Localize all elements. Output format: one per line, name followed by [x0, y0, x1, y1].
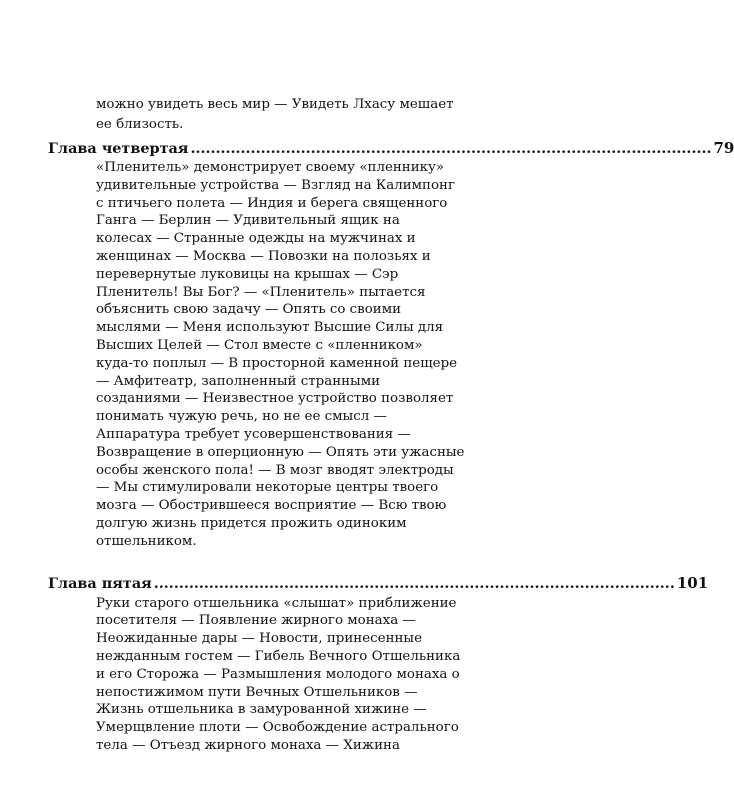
chapter-5-line: Умерщвление плоти — Освобождение астрального [96, 720, 459, 736]
chapter-4-line: — Амфитеатр, заполненный странными [96, 373, 381, 389]
chapter-4-line: Пленитель! Вы Бог? — «Пленитель» пытается [96, 284, 426, 300]
chapter-4-line: долгую жизнь придется прожить одиноким [96, 516, 407, 531]
chapter-4-line: колесах — Странные одежды на мужчинах и [96, 231, 416, 247]
chapter-5-line: Жизнь отшельника в замурованной хижине — [96, 702, 427, 718]
chapter-4-line: Аппаратура требует усовершенствования — [96, 427, 411, 442]
chapter-5-line: Руки старого отшельника «слышат» приближение [96, 595, 457, 611]
chapter-4-line: мозга — Обострившееся восприятие — Всю твою [96, 498, 447, 514]
chapter-4-line: удивительные устройства — Взгляд на Калимпонг [96, 177, 455, 193]
chapter-4-line: Высших Целей — Стол вместе с «пленником» [96, 338, 423, 353]
chapter-5-leader-dots: ........................................................................................................ [153, 574, 675, 592]
chapter-4-title: Глава четвертая [48, 140, 189, 157]
chapter-5-line: посетителя — Появление жирного монаха — [96, 613, 416, 629]
intro-line: ее близость. [96, 117, 184, 132]
chapter-4-line: Ганга — Берлин — Удивительный ящик на [96, 213, 400, 229]
chapter-5-line: непостижимом пути Вечных Отшельников — [96, 684, 418, 700]
chapter-4-line: понимать чужую речь, но не ее смысл — [96, 409, 387, 425]
chapter-4-line: объяснить свою задачу — Опять со своими [96, 302, 402, 318]
chapter-4-line: Возвращение в оперционную — Опять эти ужасные [96, 444, 465, 460]
chapter-4-line: перевернутые луковицы на крышах — Сэр [96, 266, 399, 282]
chapter-4-leader-dots: ........................................................................................................ [190, 140, 712, 157]
chapter-4-line: отшельником. [96, 533, 197, 549]
chapter-5-heading [48, 573, 709, 593]
chapter-4-line: «Пленитель» демонстрирует своему «пленнику» [96, 160, 445, 175]
chapter-4-line: женщинах — Москва — Повозки на полозьях и [96, 249, 431, 264]
chapter-4-page-number: 79 [713, 139, 734, 157]
chapter-4-line: куда-то поплыл — В просторной каменной пещере [96, 355, 458, 371]
chapter-5-line: нежданным гостем — Гибель Вечного Отшельника [96, 649, 461, 664]
chapter-4-line: особы женского пола! — В мозг вводят электроды [96, 462, 454, 478]
chapter-4-heading [48, 139, 734, 158]
chapter-4-line: с птичьего полета — Индия и берега священного [96, 195, 448, 211]
chapter-4-line: созданиями — Неизвестное устройство позволяет [96, 391, 454, 407]
chapter-4-line: — Мы стимулировали некоторые центры твоего [96, 480, 439, 496]
chapter-5-title: Глава пятая [48, 574, 152, 592]
chapter-5-line: тела — Отъезд жирного монаха — Хижина [96, 738, 400, 753]
chapter-5-page-number: 101 [676, 573, 709, 592]
chapter-5-line: и его Сторожа — Размышления молодого монаха о [96, 666, 460, 682]
chapter-5-line: Неожиданные дары — Новости, принесенные [96, 631, 422, 647]
chapter-4-line: мыслями — Меня используют Высшие Силы для [96, 320, 444, 336]
intro-line: можно увидеть весь мир — Увидеть Лхасу мешает [96, 97, 454, 112]
